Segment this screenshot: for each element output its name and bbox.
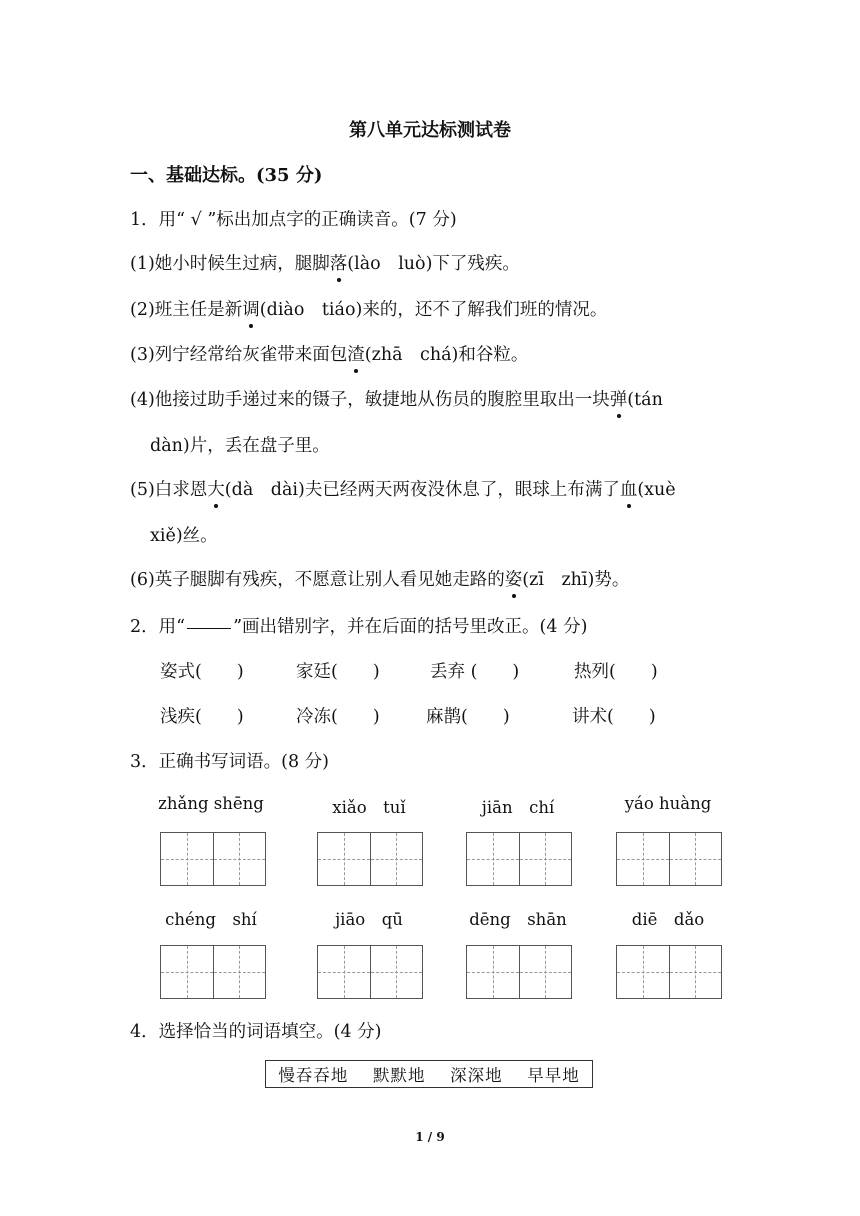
q2-word: 讲术( ) [572,707,656,727]
pinyin-label: yáo huàng [624,794,712,813]
dotted-char: 姿 [505,566,523,591]
word-option: 慢吞吞地 [278,1066,349,1085]
word-option: 早早地 [527,1066,580,1085]
writing-grid[interactable] [616,945,722,999]
q1-item-5-continued: xiě)丝。 [150,526,218,546]
q2-head-start: 2．用“ [130,617,186,637]
q1-item-4 [130,386,663,411]
writing-grid[interactable] [616,832,722,886]
q1-item-3 [130,341,528,366]
question-3-heading: 3．正确书写词语。(8 分) [130,752,329,772]
pinyin-label: dēng shān [469,910,567,929]
writing-grid[interactable] [466,832,572,886]
q1-item-1-options: (lào luò)下了残疾。 [347,254,520,274]
q1-item-4-continued: dàn)片，丢在盘子里。 [150,436,330,456]
q2-word: 姿式( ) [160,662,244,682]
q2-word: 冷冻( ) [296,707,380,727]
q1-item-5-options: (xuè [637,480,676,500]
q2-word: 丢弃 ( ) [430,662,520,682]
q1-item-2 [130,296,607,321]
q1-item-6 [130,566,629,591]
question-2-heading [130,613,587,638]
q1-item-1 [130,250,520,275]
q1-item-4-text: (4)他接过助手递过来的镊子，敏捷地从伤员的腹腔里取出一块 [130,390,610,410]
q1-item-2-options: (diào tiáo)来的，还不了解我们班的情况。 [259,300,608,320]
word-bank [265,1060,593,1088]
q1-item-3-text: (3)列宁经常给灰雀带来面包 [130,345,348,365]
pinyin-label: chéng shí [165,910,257,929]
dotted-char: 渣 [347,341,365,366]
question-4-heading: 4．选择恰当的词语填空。(4 分) [130,1022,382,1042]
writing-grid[interactable] [466,945,572,999]
question-1-heading: 1．用“ √ ”标出加点字的正确读音。(7 分) [130,210,457,230]
pinyin-label: jiāo qū [335,910,403,929]
pinyin-label: diē dǎo [631,910,705,929]
pinyin-label: zhǎng shēng [158,794,264,813]
q1-item-6-text: (6)英子腿脚有残疾，不愿意让别人看见她走路的 [130,570,505,590]
q2-word: 热列( ) [574,662,658,682]
q1-item-5-text: (5)白求恩 [130,480,208,500]
q2-head-end: ”画出错别字，并在后面的括号里改正。(4 分) [233,617,588,637]
q1-item-4-options: (tán [627,390,663,410]
pinyin-label: jiān chí [481,798,555,817]
word-option: 深深地 [450,1066,503,1085]
writing-grid[interactable] [317,945,423,999]
q1-item-2-text: (2)班主任是新 [130,300,243,320]
writing-grid[interactable] [160,832,266,886]
q2-word: 家廷( ) [296,662,380,682]
q2-word: 浅疾( ) [160,707,244,727]
q1-item-5-middle: (dà dài)夫已经两天两夜没休息了，眼球上布满了 [224,480,620,500]
dotted-char: 血 [620,476,638,501]
word-option: 默默地 [372,1066,426,1085]
writing-grid[interactable] [160,945,266,999]
q1-item-3-options: (zhā chá)和谷粒。 [364,345,529,365]
dotted-char: 弹 [610,386,628,411]
q2-word: 麻鹊( ) [426,707,510,727]
dotted-char: 大 [207,476,225,501]
page-title: 第八单元达标测试卷 [349,120,511,141]
writing-grid[interactable] [317,832,423,886]
q1-item-1-text: (1)她小时候生过病，腿脚 [130,254,330,274]
dotted-char: 调 [242,296,260,321]
dotted-char: 落 [330,250,348,275]
page-number: 1 / 9 [415,1130,445,1144]
underline-blank [187,627,231,629]
pinyin-label: xiǎo tuǐ [332,798,406,817]
q1-item-5 [130,476,676,501]
q1-item-6-options: (zī zhī)势。 [522,570,630,590]
section-heading: 一、基础达标。(35 分) [130,165,323,186]
